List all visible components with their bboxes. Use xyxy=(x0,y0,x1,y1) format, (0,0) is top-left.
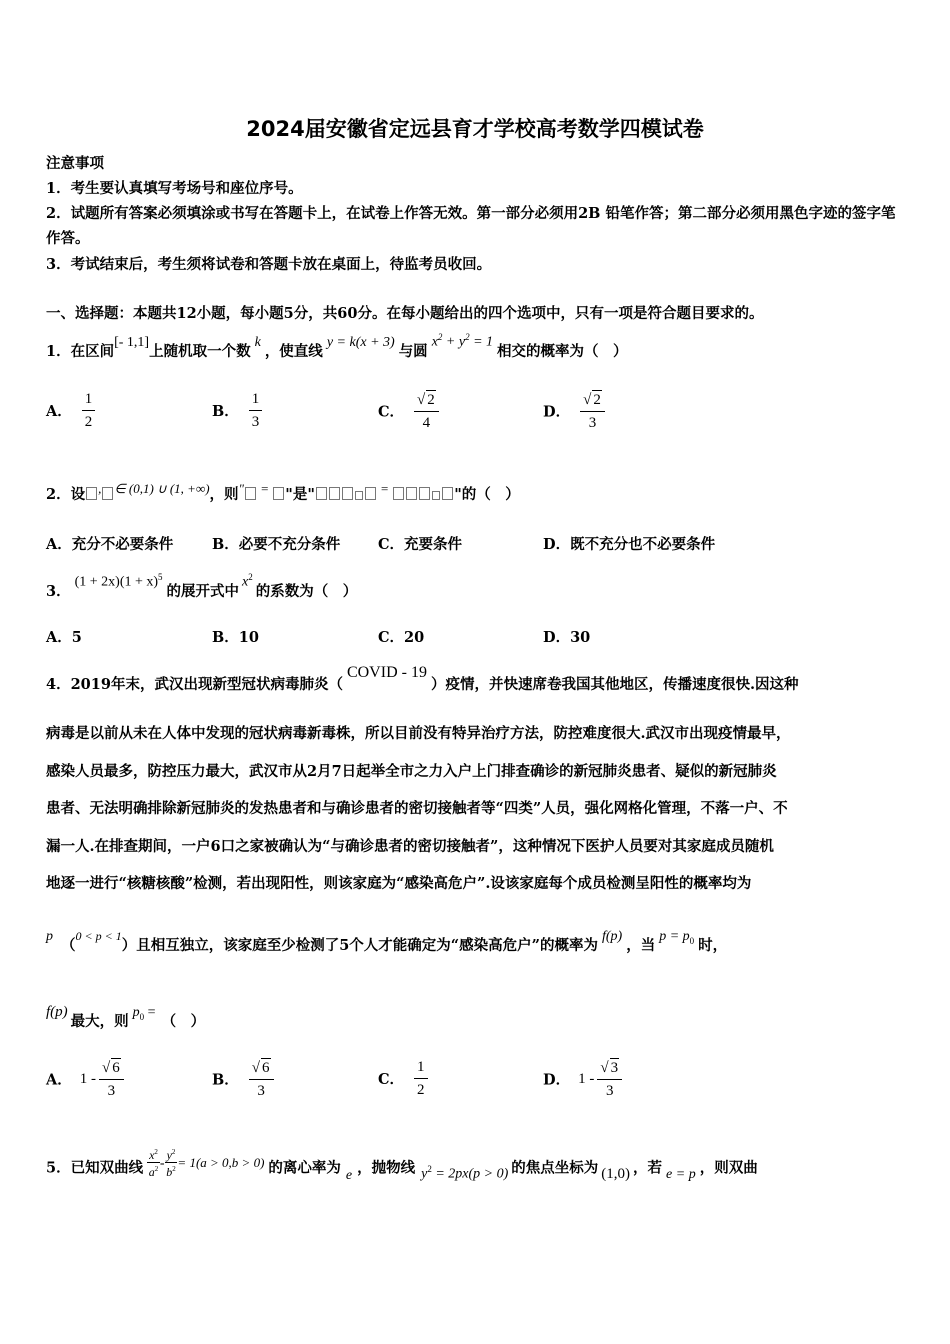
q2-number: 2．设 xyxy=(46,486,86,503)
exam-title: 2024届安徽省定远县育才学校高考数学四模试卷 xyxy=(246,117,704,141)
q4-text: （ ） xyxy=(161,1013,206,1030)
q5-text: ，抛物线 xyxy=(357,1159,416,1177)
q4-sub: 0 xyxy=(139,1011,145,1022)
fraction-numerator xyxy=(414,390,439,412)
q5-cond: = 1(a > 0,b > 0) xyxy=(177,1154,265,1170)
missing-glyph-icon xyxy=(245,487,256,500)
option-label: B． xyxy=(212,1071,239,1089)
option-fraction xyxy=(597,1058,622,1100)
q3-sup: 2 xyxy=(248,572,253,583)
fraction-numerator xyxy=(249,1058,274,1080)
q1-number: 1． xyxy=(46,343,71,360)
q4-text: ，当 xyxy=(626,937,656,954)
fraction-denominator: 3 xyxy=(588,415,597,431)
q2-eq: = xyxy=(257,481,273,496)
q5-sup: 2 xyxy=(171,1148,176,1156)
q5-e: e xyxy=(345,1167,353,1183)
q5-parab-rhs: = 2px(p > 0) xyxy=(431,1166,509,1182)
radicand: 6 xyxy=(262,1060,270,1076)
q5-text: 的离心率为 xyxy=(268,1159,341,1177)
radicand: 3 xyxy=(610,1060,619,1076)
q4-p: p xyxy=(46,929,53,944)
sqrt-icon: √ xyxy=(102,1060,111,1076)
fraction-numerator xyxy=(99,1058,124,1080)
q1-text: ，使直线 xyxy=(264,343,323,360)
question-4-line-3: 感染人员最多，防控压力最大，武汉市从2月7日起举全市之力入户上门排查确诊的新冠肺炎患者、疑似的新冠肺炎 xyxy=(46,763,777,780)
q4-text: ）且相互独立，该家庭至少检测了5个人才能确定为“感染高危户”的概率为 xyxy=(121,937,598,954)
q1-option-b[interactable] xyxy=(212,390,262,431)
sqrt-icon: √ xyxy=(583,392,592,408)
q3-text: 的展开式中 xyxy=(166,583,240,600)
q1-option-d[interactable] xyxy=(543,390,605,432)
question-5 xyxy=(46,1148,758,1185)
option-fraction xyxy=(99,1058,124,1100)
q1-circle-eq xyxy=(432,332,493,351)
q5-ep: e = p xyxy=(666,1166,696,1182)
q3-option-c[interactable]: C．20 xyxy=(378,629,425,646)
q4-range: 0 < p < 1 xyxy=(75,929,122,943)
q2-text: "的（ ） xyxy=(454,486,520,503)
q5-number: 5．已知双曲线 xyxy=(46,1159,144,1177)
q4-p0-base: p xyxy=(132,1005,140,1020)
q3-x: x xyxy=(242,575,249,590)
sqrt-icon: √ xyxy=(600,1060,609,1076)
q4-option-c[interactable] xyxy=(378,1058,428,1099)
question-4-line-1 xyxy=(46,664,799,694)
section-heading: 一、选择题：本题共12小题，每小题5分，共60分。在每小题给出的四个选项中，只有一项是符合题目要求的。 xyxy=(46,305,764,322)
option-label: A． xyxy=(46,1071,72,1089)
question-4-line-7 xyxy=(46,929,728,956)
question-4-line-2: 病毒是以前从未在人体中发现的冠状病毒新毒株，所以目前没有特异治疗方法，防控难度很大.武汉市出现疫情最早， xyxy=(46,725,791,742)
fraction-numerator: 1 xyxy=(82,390,96,411)
option-fraction xyxy=(249,1058,274,1100)
missing-glyph-icon xyxy=(442,487,453,500)
q4-eq: = xyxy=(144,1005,156,1020)
radicand: 6 xyxy=(112,1060,120,1076)
notice-item-1: 1．考生要认真填写考场号和座位序号。 xyxy=(46,180,303,197)
fraction-denominator: 3 xyxy=(107,1083,116,1099)
fraction-numerator: 1 xyxy=(249,390,263,411)
option-label: C． xyxy=(378,403,405,421)
q1-option-a[interactable] xyxy=(46,390,95,431)
q5-minus: - xyxy=(159,1155,165,1171)
question-4-line-6: 地逐一进行“核糖核酸”检测，若出现阳性，则该家庭为“感染高危户”.设该家庭每个成员检测呈阳性的概率均为 xyxy=(46,875,752,892)
q2-option-a[interactable]: A．充分不必要条件 xyxy=(46,536,174,553)
q3-option-b[interactable]: B．10 xyxy=(212,629,259,646)
q3-number: 3． xyxy=(46,583,71,600)
q1-text: 在区间 xyxy=(70,343,115,360)
question-4-line-5: 漏一人.在排查期间，一户6口之家被确认为“与确诊患者的密切接触者”，这种情况下医护人员要对其家庭成员随机 xyxy=(46,838,774,855)
sqrt-icon: √ xyxy=(417,392,426,408)
q4-text: （ xyxy=(61,937,76,954)
q4-covid: COVID - 19 xyxy=(346,664,427,681)
q3-option-a[interactable]: A．5 xyxy=(46,629,82,646)
q5-fy: y xyxy=(166,1148,172,1162)
q1-k: k xyxy=(254,335,261,350)
q5-parab-y: y xyxy=(421,1166,428,1182)
q4-text: 时， xyxy=(698,937,728,954)
option-fraction xyxy=(82,390,96,431)
q1-text: 与圆 xyxy=(398,343,428,360)
question-1 xyxy=(46,332,628,361)
q1-sup: 2 xyxy=(465,332,470,343)
missing-glyph-icon xyxy=(419,487,430,500)
missing-glyph-icon xyxy=(355,491,363,500)
q4-p-eq-p0 xyxy=(659,929,694,946)
q4-option-d[interactable] xyxy=(543,1058,622,1100)
q2-set: ∈ (0,1) ∪ (1, +∞) xyxy=(114,481,210,496)
q1-circle-rhs: = 1 xyxy=(469,335,494,350)
fraction-denominator: 3 xyxy=(605,1083,614,1099)
q5-parabola xyxy=(421,1164,508,1183)
q1-sup: 2 xyxy=(437,332,443,343)
option-label: A． xyxy=(46,403,72,420)
q1-text: 上随机取一个数 xyxy=(149,343,251,360)
q5-fb: b xyxy=(166,1165,173,1179)
q2-option-d[interactable]: D．既不充分也不必要条件 xyxy=(543,536,716,553)
fraction-denominator: 2 xyxy=(417,1082,425,1098)
option-label: D． xyxy=(543,1071,571,1089)
fraction-denominator: 3 xyxy=(251,414,260,430)
missing-glyph-icon xyxy=(342,487,353,500)
q5-fx: x xyxy=(149,1148,155,1162)
q2-option-c[interactable]: C．充要条件 xyxy=(378,536,463,553)
q1-interval: [- 1,1] xyxy=(114,335,150,350)
q4-fp: f(p) xyxy=(601,929,623,944)
question-2: 2．设 , ∈ (0,1) ∪ (1, +∞)，则" = "是" = "的（ ） xyxy=(46,481,520,503)
q4-sub: 0 xyxy=(689,935,695,946)
q5-frac-y xyxy=(165,1146,178,1179)
q4-option-a[interactable] xyxy=(46,1058,124,1100)
q4-text: 最大，则 xyxy=(70,1013,129,1030)
q1-line-eq: y = k(x + 3) xyxy=(326,335,395,350)
option-label: C． xyxy=(378,1071,405,1088)
q4-text: 4．2019年末，武汉出现新型冠状病毒肺炎（ xyxy=(46,676,343,693)
missing-glyph-icon xyxy=(316,487,327,500)
missing-glyph-icon xyxy=(102,487,113,500)
missing-glyph-icon xyxy=(393,487,404,500)
q5-sup: 2 xyxy=(154,1165,159,1173)
q3-x2 xyxy=(242,572,253,591)
missing-glyph-icon xyxy=(86,487,97,500)
q4-option-b[interactable] xyxy=(212,1058,274,1100)
fraction-denominator: 3 xyxy=(257,1083,265,1099)
q5-text: ，则双曲 xyxy=(699,1159,758,1177)
q4-p0 xyxy=(133,1005,156,1022)
q5-fa: a xyxy=(148,1165,155,1179)
q1-circle-y: + y xyxy=(442,335,466,350)
fraction-denominator: 2 xyxy=(84,414,93,430)
q3-text: 的系数为（ ） xyxy=(255,583,358,600)
sqrt-icon: √ xyxy=(251,1060,260,1076)
notice-heading: 注意事项 xyxy=(46,155,104,172)
notice-item-3: 3．考试结束后，考生须将试卷和答题卡放在桌面上，待监考员收回。 xyxy=(46,256,492,273)
missing-glyph-icon xyxy=(432,491,440,500)
q5-sup: 2 xyxy=(427,1163,432,1174)
q4-fp: f(p) xyxy=(46,1004,68,1020)
q3-option-d[interactable]: D．30 xyxy=(543,629,591,646)
option-prefix: 1 - xyxy=(79,1070,97,1087)
option-label: B． xyxy=(212,403,239,420)
option-fraction xyxy=(249,390,263,431)
option-fraction xyxy=(414,390,439,432)
fraction-numerator: 1 xyxy=(414,1058,428,1079)
question-4-line-8 xyxy=(46,1004,206,1032)
notice-item-2: 2．试题所有答案必须填涂或书写在答题卡上，在试卷上作答无效。第一部分必须用2B 铅笔作答；第二部分必须用黑色字迹的签字笔作答。 xyxy=(46,205,896,247)
option-prefix: 1 - xyxy=(578,1070,595,1087)
q1-text: 相交的概率为（ ） xyxy=(497,343,628,360)
option-fraction xyxy=(414,1058,428,1099)
fraction-numerator xyxy=(580,390,605,412)
missing-glyph-icon xyxy=(406,487,417,500)
fraction-denominator: 4 xyxy=(422,415,431,431)
q5-sup: 2 xyxy=(172,1165,176,1173)
q2-text: "是" xyxy=(285,486,315,503)
q1-circle-x: x xyxy=(431,335,438,350)
q2-option-b[interactable]: B．必要不充分条件 xyxy=(212,536,341,553)
radicand: 2 xyxy=(593,392,601,408)
question-3 xyxy=(46,572,358,601)
q4-text: ）疫情，并快速席卷我国其他地区，传播速度很快.因这种 xyxy=(430,676,799,693)
q5-frac-x xyxy=(147,1146,160,1179)
q3-expr xyxy=(75,572,163,591)
radicand: 2 xyxy=(427,392,435,408)
q4-pp0: p = p xyxy=(659,929,690,944)
option-label: D． xyxy=(543,403,571,421)
missing-glyph-icon xyxy=(365,487,376,500)
fraction-numerator xyxy=(597,1058,622,1080)
q5-text: ，若 xyxy=(633,1159,663,1177)
question-4-line-4: 患者、无法明确排除新冠肺炎的发热患者和与确诊患者的密切接触者等“四类”人员，强化网格化管理，不落一户、不 xyxy=(46,800,788,817)
q2-text: ，则 xyxy=(209,486,239,503)
q2-eq: = xyxy=(376,481,393,496)
missing-glyph-icon xyxy=(329,487,340,500)
q1-option-c[interactable] xyxy=(378,390,439,432)
q5-sup: 2 xyxy=(154,1148,158,1156)
q3-expr-base: (1 + 2x)(1 + x) xyxy=(74,575,159,590)
q5-focus: (1,0) xyxy=(601,1165,631,1182)
q3-pow: 5 xyxy=(158,572,163,583)
option-fraction xyxy=(580,390,605,432)
missing-glyph-icon xyxy=(273,487,284,500)
q5-text: 的焦点坐标为 xyxy=(511,1159,599,1177)
